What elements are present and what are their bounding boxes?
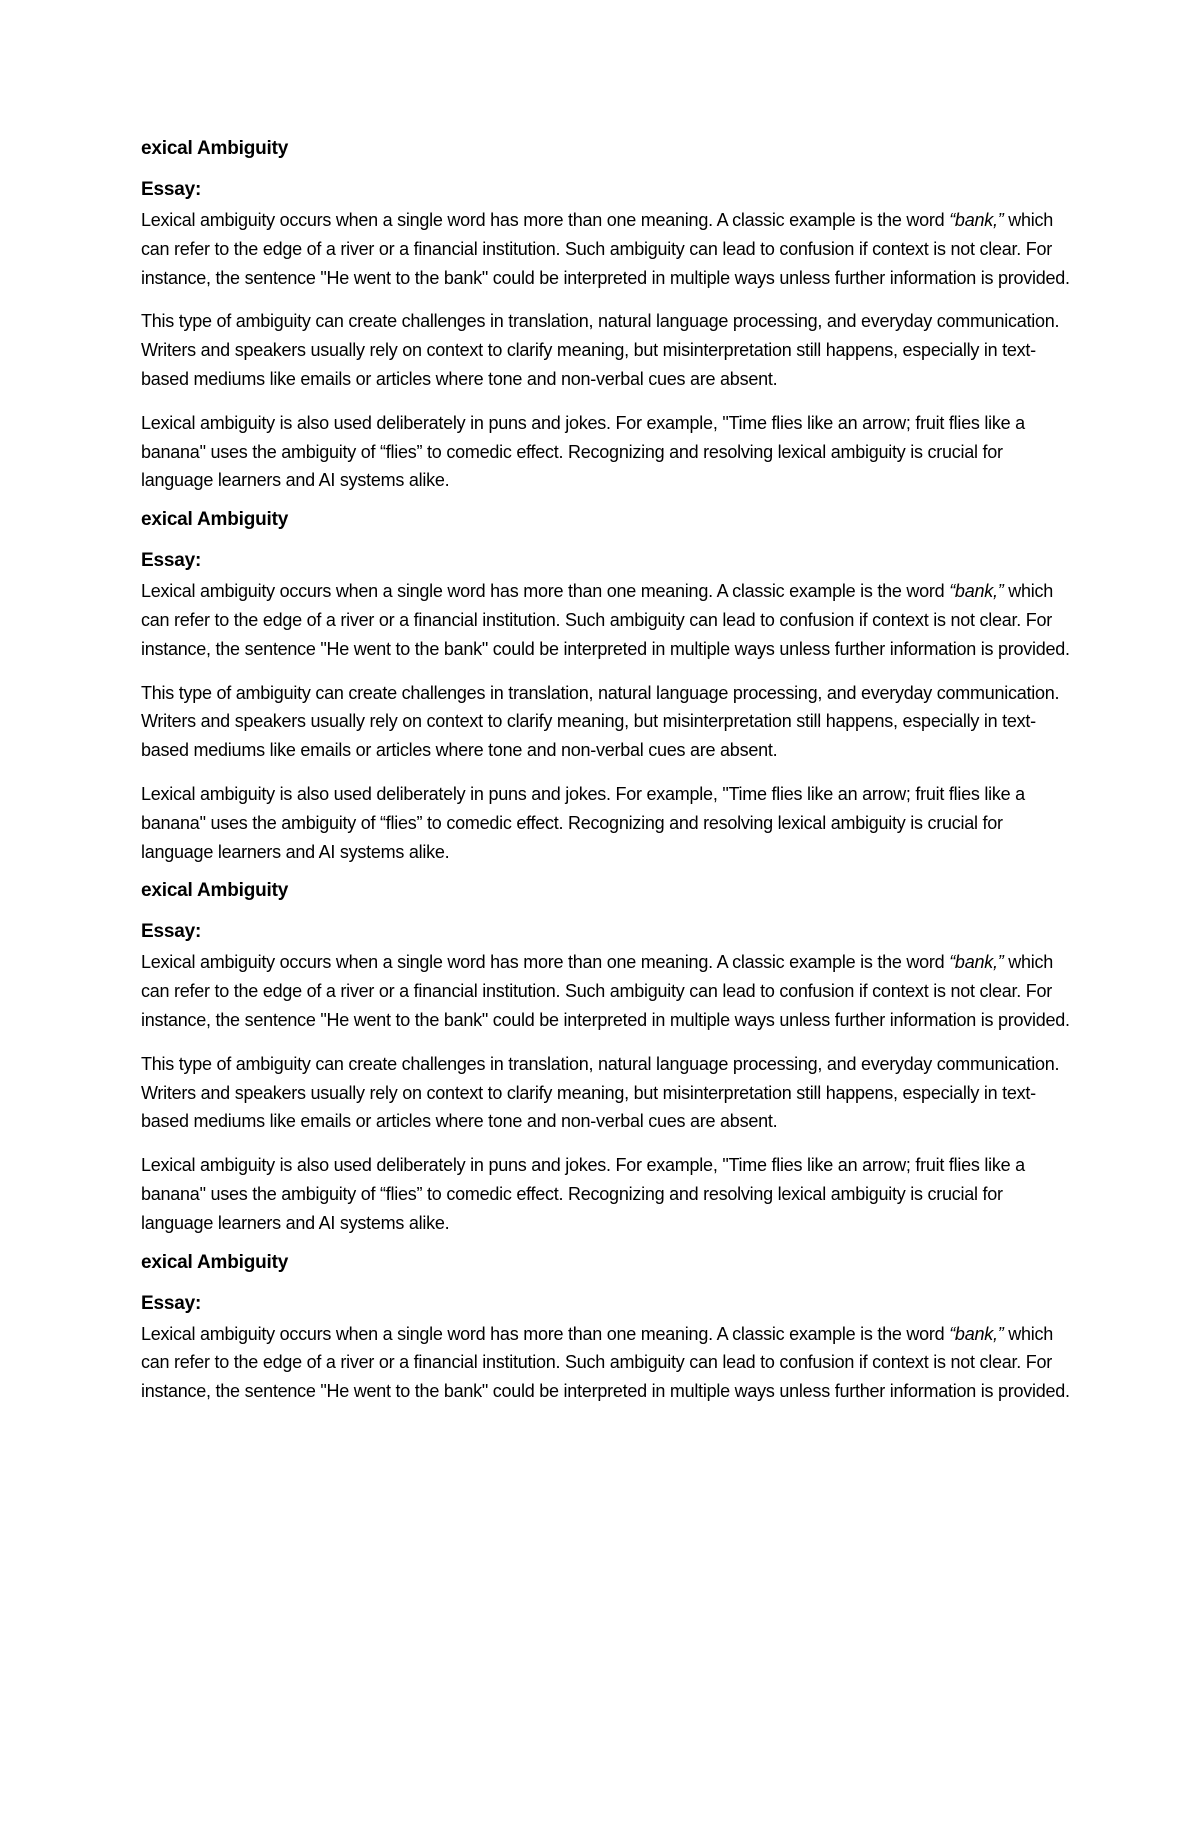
- paragraph-3: Lexical ambiguity is also used deliberately in puns and jokes. For example, "Time flies like an arrow; fruit flies like a banana" uses the ambiguity of “flies” to comedic effect. Recognizing and resolving lexical ambiguity is crucial for language learners and AI systems alike.: [141, 412, 1025, 491]
- paragraph-2: This type of ambiguity can create challenges in translation, natural language processing, and everyday communication. Writers and speakers usually rely on context to clarify meaning, but misinterpretation still happens, especially in text-based mediums like emails or articles where tone and non-verbal cues are absent.: [141, 1053, 1060, 1132]
- paragraph-1-start: Lexical ambiguity occurs when a single word has more than one meaning. A classic example is the word: [141, 1323, 950, 1344]
- essay-section: [141, 138, 1071, 495]
- paragraph-1-end: which can refer to the edge of a river or a financial institution. Such ambiguity can lead to confusion if context is not clear. For instance, the sentence "He went to the bank" could be interpreted in multiple ways unless further information is provided.: [141, 581, 1070, 659]
- essay-section: [141, 509, 1071, 866]
- paragraph-2: This type of ambiguity can create challenges in translation, natural language processing, and everyday communication. Writers and speakers usually rely on context to clarify meaning, but misinterpretation still happens, especially in text-based mediums like emails or articles where tone and non-verbal cues are absent.: [141, 311, 1060, 389]
- section-title: exical Ambiguity: [141, 138, 289, 159]
- section-title: exical Ambiguity: [141, 1251, 289, 1273]
- paragraph-1-emphasis: “bank,”: [949, 581, 1004, 602]
- paragraph-1: [141, 1320, 1071, 1406]
- paragraph-1-start: Lexical ambiguity occurs when a single word has more than one meaning. A classic example is the word: [141, 581, 950, 602]
- essay-label: Essay:: [141, 179, 202, 200]
- paragraph-1: [141, 206, 1071, 292]
- paragraph-1: [141, 577, 1071, 663]
- paragraph-1-end: which can refer to the edge of a river or a financial institution. Such ambiguity can lead to confusion if context is not clear. For instance, the sentence "He went to the bank" could be interpreted in multiple ways unless further information is provided.: [141, 1323, 1070, 1402]
- paragraph-1-start: Lexical ambiguity occurs when a single word has more than one meaning. A classic example is the word: [141, 210, 950, 230]
- section-title: exical Ambiguity: [141, 509, 289, 531]
- paragraph-3: Lexical ambiguity is also used deliberately in puns and jokes. For example, "Time flies like an arrow; fruit flies like a banana" uses the ambiguity of “flies” to comedic effect. Recognizing and resolving lexical ambiguity is crucial for language learners and AI systems alike.: [141, 783, 1025, 862]
- paragraph-1-emphasis: “bank,”: [949, 210, 1004, 230]
- paragraph-1-end: which can refer to the edge of a river or a financial institution. Such ambiguity can lead to confusion if context is not clear. For instance, the sentence "He went to the bank" could be interpreted in multiple ways unless further information is provided.: [141, 210, 1070, 288]
- paragraph-2: This type of ambiguity can create challenges in translation, natural language processing, and everyday communication. Writers and speakers usually rely on context to clarify meaning, but misinterpretation still happens, especially in text-based mediums like emails or articles where tone and non-verbal cues are absent.: [141, 682, 1060, 761]
- essay-label: Essay:: [141, 550, 202, 572]
- essay-section: [141, 1252, 1071, 1406]
- paragraph-3: Lexical ambiguity is also used deliberately in puns and jokes. For example, "Time flies like an arrow; fruit flies like a banana" uses the ambiguity of “flies” to comedic effect. Recognizing and resolving lexical ambiguity is crucial for language learners and AI systems alike.: [141, 1155, 1025, 1233]
- document-page: [141, 138, 1071, 1420]
- paragraph-1: [141, 948, 1071, 1034]
- essay-label: Essay:: [141, 921, 202, 943]
- paragraph-1-emphasis: “bank,”: [949, 1323, 1004, 1344]
- essay-label: Essay:: [141, 1292, 202, 1314]
- paragraph-1-end: which can refer to the edge of a river or a financial institution. Such ambiguity can lead to confusion if context is not clear. For instance, the sentence "He went to the bank" could be interpreted in multiple ways unless further information is provided.: [141, 952, 1070, 1030]
- paragraph-1-start: Lexical ambiguity occurs when a single word has more than one meaning. A classic example is the word: [141, 952, 950, 973]
- section-title: exical Ambiguity: [141, 880, 289, 902]
- essay-section: [141, 880, 1071, 1237]
- paragraph-1-emphasis: “bank,”: [949, 952, 1004, 973]
